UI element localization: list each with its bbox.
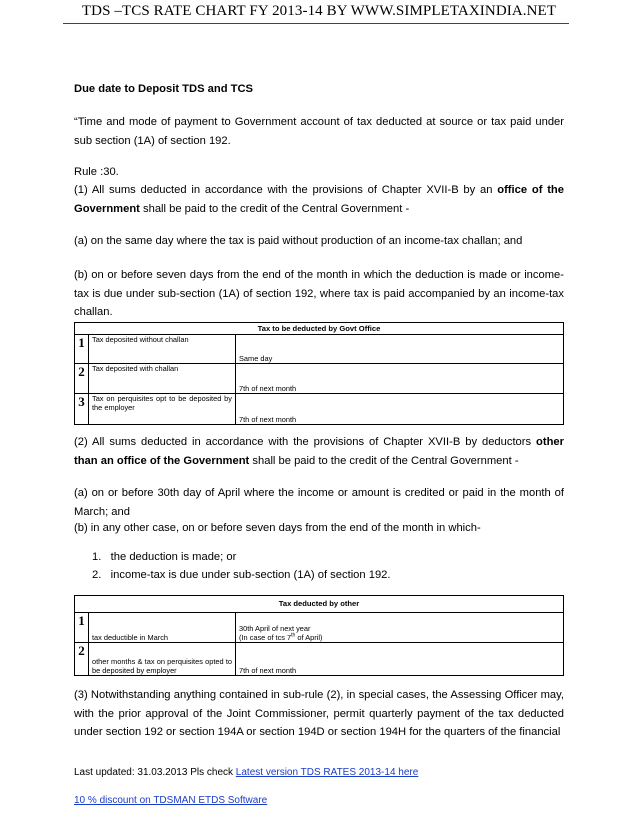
due-date-text: Same day (239, 354, 273, 363)
due-date-text: 7th of next month (239, 415, 297, 424)
list-number: 1. (92, 551, 102, 563)
row-number: 2 (75, 643, 89, 676)
table-row (75, 394, 564, 425)
quote-intro: “Time and mode of payment to Government account of tax deducted at source or tax paid under sub section (1A) of section 192. (74, 116, 564, 147)
section-heading: Due date to Deposit TDS and TCS (74, 83, 254, 95)
rule-number: Rule :30. (74, 166, 119, 178)
row-due-date (236, 364, 564, 394)
row-description: Tax deposited without challan (89, 335, 236, 364)
footer-discount (74, 795, 267, 806)
footer-updated-text: Last updated: 31.03.2013 Pls check (74, 767, 236, 778)
table-row (75, 364, 564, 394)
row-description: Tax on perquisites opt to be deposited by the employer (89, 394, 236, 425)
row-description (89, 643, 236, 676)
paragraph-1a: (a) on the same day where the tax is paid without production of an income-tax challan; and (74, 235, 523, 247)
list-number: 2. (92, 569, 102, 581)
due-date-text: 7th of next month (239, 666, 297, 675)
table-row (75, 643, 564, 676)
paragraph-1-text-end: shall be paid to the credit of the Central Government - (139, 202, 410, 215)
list-item (92, 548, 236, 567)
row-due-date (236, 335, 564, 364)
due-date-superscript: th (291, 632, 296, 639)
paragraph-1b: (b) on or before seven days from the end of the month in which the deduction is made or income-tax is due under sub-section (1A) of section 192, where tax is paid accompanied by an income-tax challan. (74, 269, 564, 318)
paragraph-2-text: (2) All sums deducted in accordance with the provisions of Chapter XVII-B by deductors (74, 436, 537, 448)
paragraph-1-text: (1) All sums deducted in accordance with the provisions of Chapter XVII-B by an (74, 184, 498, 196)
row-number: 1 (75, 335, 89, 364)
paragraph-2-text-end: shall be paid to the credit of the Central Government - (249, 454, 519, 467)
footer-updated (74, 767, 418, 778)
row-description (89, 613, 236, 643)
due-date-line-1: 30th April of next year (239, 624, 311, 633)
due-date-line-2: (In case of tcs 7 (239, 633, 292, 642)
due-date-text: 7th of next month (239, 384, 297, 393)
paragraph-2b: (b) in any other case, on or before seven days from the end of the month in which- (74, 522, 481, 534)
other-deductor-table (74, 595, 564, 676)
paragraph-2a: (a) on or before 30th day of April where the income or amount is credited or paid in the month of March; and (74, 487, 564, 518)
paragraph-3: (3) Notwithstanding anything contained in sub-rule (2), in special cases, the Assessing Officer may, with the prior approval of the Joint Commissioner, permit quarterly payment of the tax deducted under section 192 or section 194A or section 194D or section 194H for the quarters of the financial (74, 689, 564, 738)
table-caption: Tax deducted by other (75, 596, 564, 613)
due-date-text (239, 624, 322, 642)
description-text: other months & tax on perquisites opted to be deposited by employer (92, 657, 232, 675)
row-due-date (236, 643, 564, 676)
row-due-date (236, 613, 564, 643)
list-text: the deduction is made; or (110, 551, 237, 563)
row-number: 1 (75, 613, 89, 643)
discount-link[interactable]: 10 % discount on TDSMAN ETDS Software (74, 795, 268, 806)
header-divider (63, 23, 569, 24)
row-description: Tax deposited with challan (89, 364, 236, 394)
row-due-date (236, 394, 564, 425)
table-caption: Tax to be deducted by Govt Office (75, 323, 564, 335)
list-item (92, 566, 391, 585)
paragraph-1 (74, 181, 564, 218)
govt-office-table (74, 322, 564, 425)
paragraph-2 (74, 433, 564, 470)
description-text: tax deductible in March (92, 633, 168, 642)
paragraph-2-emphasis: other than an office of the Government (74, 436, 564, 467)
due-date-line-2-end: of April) (295, 633, 323, 642)
table-row (75, 613, 564, 643)
row-number: 3 (75, 394, 89, 425)
paragraph-1-emphasis: office of the Government (74, 184, 564, 215)
latest-version-link[interactable]: Latest version TDS RATES 2013-14 here (235, 767, 419, 778)
table-row (75, 335, 564, 364)
list-text: income-tax is due under sub-section (1A) of section 192. (110, 569, 391, 581)
row-number: 2 (75, 364, 89, 394)
page-header-title: TDS –TCS RATE CHART FY 2013-14 BY WWW.SIMPLETAXINDIA.NET (81, 3, 557, 19)
